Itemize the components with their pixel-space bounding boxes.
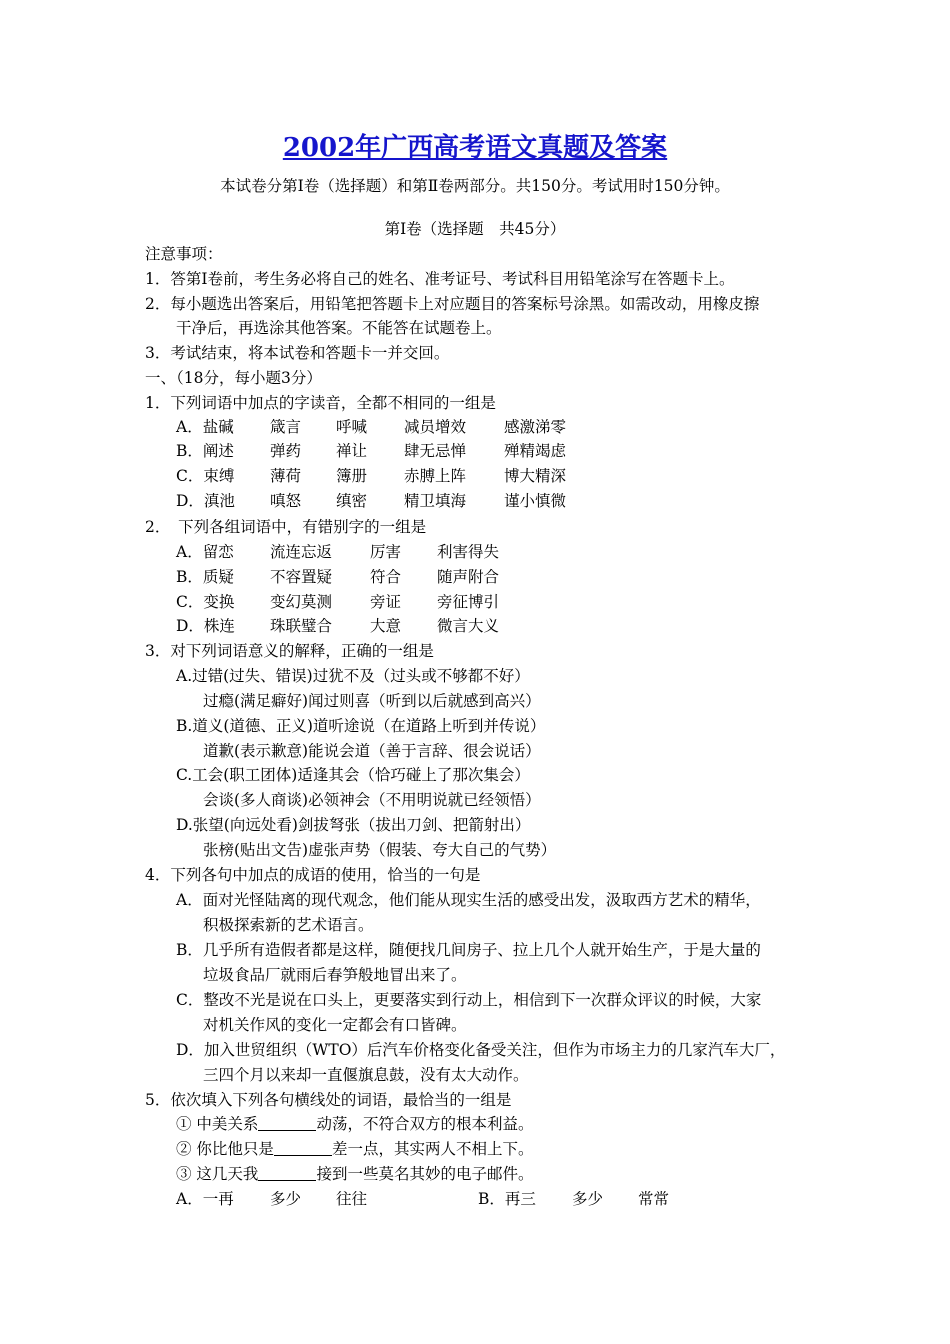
q4-b-line1: B．几乎所有造假者都是这样，随便找几间房子、拉上几个人就开始生产，于是大量的 bbox=[176, 941, 761, 959]
q2-d-2: 珠联璧合 bbox=[270, 617, 333, 635]
q3-d-line2: 张榜(贴出文告)虚张声势（假装、夸大自己的气势） bbox=[203, 841, 557, 859]
q5-s3-blank bbox=[258, 1166, 316, 1181]
q2-b-2: 不容置疑 bbox=[270, 568, 333, 586]
q5-sentence-1 bbox=[176, 1113, 533, 1135]
q1-b-2: 弹药 bbox=[270, 442, 302, 460]
q4-c-line1: C．整改不光是说在口头上，更要落实到行动上，相信到下一次群众评议的时候，大家 bbox=[176, 991, 762, 1009]
q2-a-2: 流连忘返 bbox=[270, 543, 333, 561]
note-2-cont: 干净后，再选涂其他答案。不能答在试题卷上。 bbox=[176, 319, 502, 337]
q4-d-line1: D．加入世贸组织（WTO）后汽车价格变化备受关注，但作为市场主力的几家汽车大厂， bbox=[176, 1041, 786, 1059]
q1-b-4: 肆无忌惮 bbox=[404, 442, 467, 460]
q1-c-2: 薄荷 bbox=[270, 467, 302, 485]
q4-stem: 4．下列各句中加点的成语的使用，恰当的一句是 bbox=[145, 866, 481, 884]
q1-d-2: 嗔怒 bbox=[270, 492, 302, 510]
q2-b-4: 随声附合 bbox=[437, 568, 500, 586]
q2-a-3: 厉害 bbox=[370, 543, 402, 561]
q4-a-line1: A．面对光怪陆离的现代观念，他们能从现实生活的感受出发，汲取西方艺术的精华， bbox=[176, 891, 761, 909]
q1-a-1: A．盐碱 bbox=[176, 418, 234, 436]
q2-c-4: 旁征博引 bbox=[437, 593, 500, 611]
q5-b-2: 多少 bbox=[572, 1190, 604, 1208]
q2-a-4: 利害得失 bbox=[437, 543, 500, 561]
q1-a-3: 呼喊 bbox=[336, 418, 368, 436]
q5-s2-after: 差一点，其实两人不相上下。 bbox=[331, 1140, 534, 1158]
q5-b-1: B．再三 bbox=[478, 1190, 536, 1208]
q3-a-line1: A.过错(过失、错误)过犹不及（过头或不够都不好） bbox=[176, 667, 530, 685]
q1-b-1: B．阐述 bbox=[176, 442, 234, 460]
q2-c-1: C．变换 bbox=[176, 593, 235, 611]
q1-a-5: 感激涕零 bbox=[504, 418, 567, 436]
q1-a-4: 减员增效 bbox=[404, 418, 467, 436]
q4-d-line2: 三四个月以来却一直偃旗息鼓，没有太大动作。 bbox=[203, 1066, 529, 1084]
q2-d-1: D．株连 bbox=[176, 617, 235, 635]
q5-b-3: 常常 bbox=[638, 1190, 670, 1208]
q2-c-3: 旁证 bbox=[370, 593, 402, 611]
note-1: 1．答第Ⅰ卷前，考生务必将自己的姓名、准考证号、考试科目用铅笔涂写在答题卡上。 bbox=[145, 270, 735, 288]
q3-d-line1: D.张望(向远处看)剑拔弩张（拔出刀剑、把箭射出） bbox=[176, 816, 531, 834]
q5-sentence-2 bbox=[176, 1138, 533, 1160]
q4-a-line2: 积极探索新的艺术语言。 bbox=[203, 916, 374, 934]
note-3: 3．考试结束，将本试卷和答题卡一并交回。 bbox=[145, 344, 450, 362]
q3-c-line1: C.工会(职工团体)适逢其会（恰巧碰上了那次集会） bbox=[176, 766, 530, 784]
q5-sentence-3 bbox=[176, 1163, 533, 1185]
q5-s2-blank bbox=[274, 1141, 332, 1156]
q4-b-line2: 垃圾食品厂就雨后春笋般地冒出来了。 bbox=[203, 966, 467, 984]
q3-a-line2: 过瘾(满足癖好)闻过则喜（听到以后就感到高兴） bbox=[203, 692, 541, 710]
q3-c-line2: 会谈(多人商谈)必领神会（不用明说就已经领悟） bbox=[203, 791, 541, 809]
q1-d-1: D．滇池 bbox=[176, 492, 235, 510]
q5-s3-before: ③ 这几天我 bbox=[176, 1165, 259, 1183]
q1-d-3: 缜密 bbox=[336, 492, 368, 510]
q2-b-3: 符合 bbox=[370, 568, 402, 586]
note-2: 2．每小题选出答案后，用铅笔把答题卡上对应题目的答案标号涂黑。如需改动，用橡皮擦 bbox=[145, 295, 760, 313]
q5-stem: 5．依次填入下列各句横线处的词语，最恰当的一组是 bbox=[145, 1091, 512, 1109]
document-title[interactable]: 2002年广西高考语文真题及答案 bbox=[282, 133, 668, 163]
q2-stem: 2． 下列各组词语中，有错别字的一组是 bbox=[145, 518, 427, 536]
q1-b-5: 殚精竭虑 bbox=[504, 442, 567, 460]
q1-c-4: 赤膊上阵 bbox=[404, 467, 467, 485]
q5-s2-before: ② 你比他只是 bbox=[176, 1140, 274, 1158]
q2-b-1: B．质疑 bbox=[176, 568, 234, 586]
q2-c-2: 变幻莫测 bbox=[270, 593, 333, 611]
q2-d-4: 微言大义 bbox=[437, 617, 500, 635]
q5-a-3: 往往 bbox=[336, 1190, 368, 1208]
q2-d-3: 大意 bbox=[370, 617, 402, 635]
q1-c-5: 博大精深 bbox=[504, 467, 567, 485]
q5-a-1: A．一再 bbox=[176, 1190, 234, 1208]
q1-stem: 1．下列词语中加点的字读音，全都不相同的一组是 bbox=[145, 394, 496, 412]
q3-b-line2: 道歉(表示歉意)能说会道（善于言辞、很会说话） bbox=[203, 742, 541, 760]
q5-s1-before: ① 中美关系 bbox=[176, 1115, 259, 1133]
q1-c-1: C．束缚 bbox=[176, 467, 235, 485]
q3-stem: 3．对下列词语意义的解释，正确的一组是 bbox=[145, 642, 434, 660]
q1-b-3: 禅让 bbox=[336, 442, 368, 460]
intro-text: 本试卷分第Ⅰ卷（选择题）和第Ⅱ卷两部分。共150分。考试用时150分钟。 bbox=[220, 177, 730, 195]
q3-b-line1: B.道义(道德、正义)道听途说（在道路上听到并传说） bbox=[176, 717, 546, 735]
q1-c-3: 簿册 bbox=[336, 467, 368, 485]
q2-a-1: A．留恋 bbox=[176, 543, 234, 561]
q5-s3-after: 接到一些莫名其妙的电子邮件。 bbox=[316, 1165, 534, 1183]
notes-heading: 注意事项： bbox=[145, 245, 223, 263]
q5-s1-blank bbox=[258, 1116, 316, 1131]
q1-d-5: 谨小慎微 bbox=[504, 492, 567, 510]
q1-d-4: 精卫填海 bbox=[404, 492, 467, 510]
section1-heading: 一、（18分，每小题3分） bbox=[145, 369, 322, 387]
q5-a-2: 多少 bbox=[270, 1190, 302, 1208]
q5-s1-after: 动荡，不符合双方的根本利益。 bbox=[316, 1115, 534, 1133]
q4-c-line2: 对机关作风的变化一定都会有口皆碑。 bbox=[203, 1016, 467, 1034]
part1-heading: 第Ⅰ卷（选择题 共45分） bbox=[384, 220, 566, 238]
q1-a-2: 箴言 bbox=[270, 418, 302, 436]
